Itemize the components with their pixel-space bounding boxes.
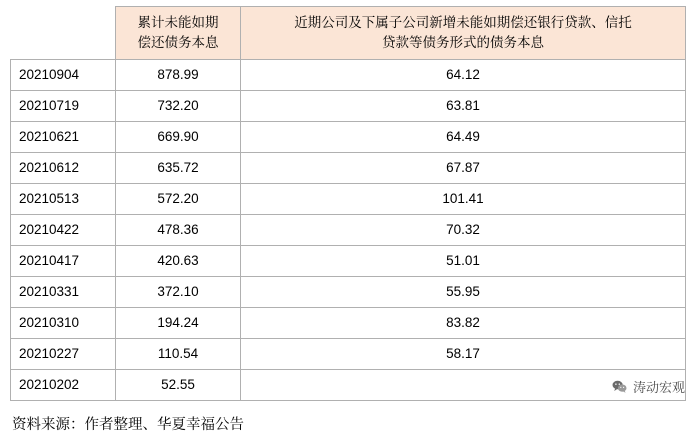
header-new-debt-line1: 近期公司及下属子公司新增未能如期偿还银行贷款、信托: [294, 15, 632, 31]
footer: [10, 377, 685, 396]
cell-date: 20210719: [11, 91, 116, 122]
table-row: [11, 122, 686, 153]
cell-date: 20210904: [11, 60, 116, 91]
cell-new-debt: 70.32: [241, 215, 686, 246]
cell-new-debt: 67.87: [241, 153, 686, 184]
cell-cumulative: 52.55: [116, 370, 241, 401]
cell-cumulative: 478.36: [116, 215, 241, 246]
cell-new-debt: 58.17: [241, 339, 686, 370]
table-row: [11, 184, 686, 215]
cell-cumulative: 194.24: [116, 308, 241, 339]
cell-new-debt: 55.95: [241, 277, 686, 308]
cell-new-debt: 51.01: [241, 246, 686, 277]
brand-label: 涛动宏观: [632, 380, 685, 395]
cell-cumulative: 878.99: [116, 60, 241, 91]
table-row: [11, 91, 686, 122]
cell-date: 20210310: [11, 308, 116, 339]
cell-cumulative: 732.20: [116, 91, 241, 122]
cell-cumulative: 420.63: [116, 246, 241, 277]
header-cumulative-line2: 偿还债务本息: [137, 35, 219, 50]
brand-watermark: [612, 377, 685, 396]
cell-date: 20210417: [11, 246, 116, 277]
debt-table: [10, 6, 686, 401]
cell-date: 20210621: [11, 122, 116, 153]
table-header-row: [11, 7, 686, 60]
header-date: [11, 7, 116, 60]
header-cumulative-line1: 累计未能如期: [137, 15, 219, 31]
cell-new-debt: 83.82: [241, 308, 686, 339]
header-cumulative: [116, 7, 241, 60]
cell-new-debt: 64.12: [241, 60, 686, 91]
table-row: [11, 339, 686, 370]
source-note: 资料来源：作者整理、华夏幸福公告: [12, 417, 244, 433]
table-row: [11, 246, 686, 277]
cell-date: 20210202: [11, 370, 116, 401]
cell-date: 20210513: [11, 184, 116, 215]
table-body: [11, 60, 686, 401]
cell-cumulative: 110.54: [116, 339, 241, 370]
cell-date: 20210422: [11, 215, 116, 246]
header-new-debt: [241, 7, 686, 60]
cell-new-debt: 63.81: [241, 91, 686, 122]
cell-date: 20210227: [11, 339, 116, 370]
table-header: [11, 7, 686, 60]
cell-date: 20210612: [11, 153, 116, 184]
cell-date: 20210331: [11, 277, 116, 308]
cell-new-debt: 101.41: [241, 184, 686, 215]
table-row: [11, 277, 686, 308]
table-row: [11, 308, 686, 339]
table-row: [11, 153, 686, 184]
cell-new-debt: 64.49: [241, 122, 686, 153]
cell-cumulative: 572.20: [116, 184, 241, 215]
cell-cumulative: 669.90: [116, 122, 241, 153]
table-row: [11, 60, 686, 91]
table-row: [11, 215, 686, 246]
header-new-debt-line2: 贷款等债务形式的债务本息: [382, 35, 544, 50]
cell-cumulative: 372.10: [116, 277, 241, 308]
wechat-official-account-icon: [612, 380, 627, 393]
cell-cumulative: 635.72: [116, 153, 241, 184]
